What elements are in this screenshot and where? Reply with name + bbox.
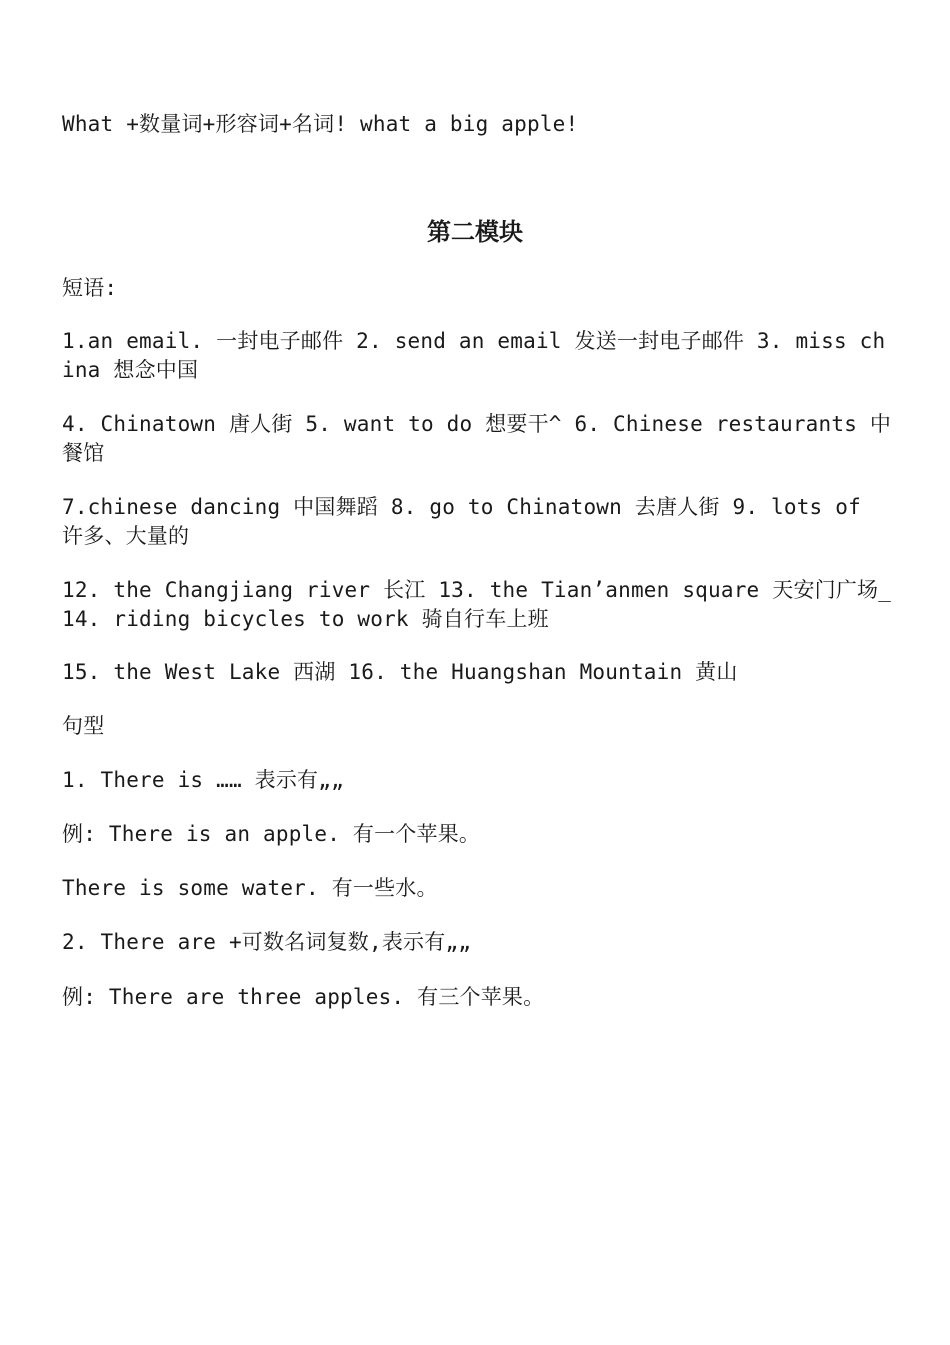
pattern-line-4: 2. There are +可数名词复数,表示有„„ xyxy=(62,930,472,954)
intro-line: What +数量词+形容词+名词! what a big apple! xyxy=(62,112,579,136)
pattern-line-2: 例: There is an apple. 有一个苹果。 xyxy=(62,822,481,846)
pattern-line-3: There is some water. 有一些水。 xyxy=(62,876,438,900)
phrase-line-3: 7.chinese dancing 中国舞蹈 8. go to Chinatown 去唐人街 9. lots of 许多、大量的 xyxy=(62,495,861,548)
phrase-line-1: 1.an email. 一封电子邮件 2. send an email 发送一封电子邮件 3. miss china 想念中国 xyxy=(62,329,886,382)
phrase-line-2: 4. Chinatown 唐人街 5. want to do 想要干^ 6. Chinese restaurants 中餐馆 xyxy=(62,412,892,465)
patterns-heading: 句型 xyxy=(62,714,105,738)
phrases-heading: 短语: xyxy=(62,276,118,300)
phrase-line-4: 12. the Changjiang river 长江 13. the Tian’anmen square 天安门广场_ 14. riding bicycles to work 骑自行车上班 xyxy=(62,578,892,631)
pattern-line-1: 1. There is …… 表示有„„ xyxy=(62,768,344,792)
phrase-line-5: 15. the West Lake 西湖 16. the Huangshan Mountain 黄山 xyxy=(62,660,738,684)
pattern-line-5: 例: There are three apples. 有三个苹果。 xyxy=(62,985,545,1009)
section-title: 第二模块 xyxy=(427,217,523,246)
